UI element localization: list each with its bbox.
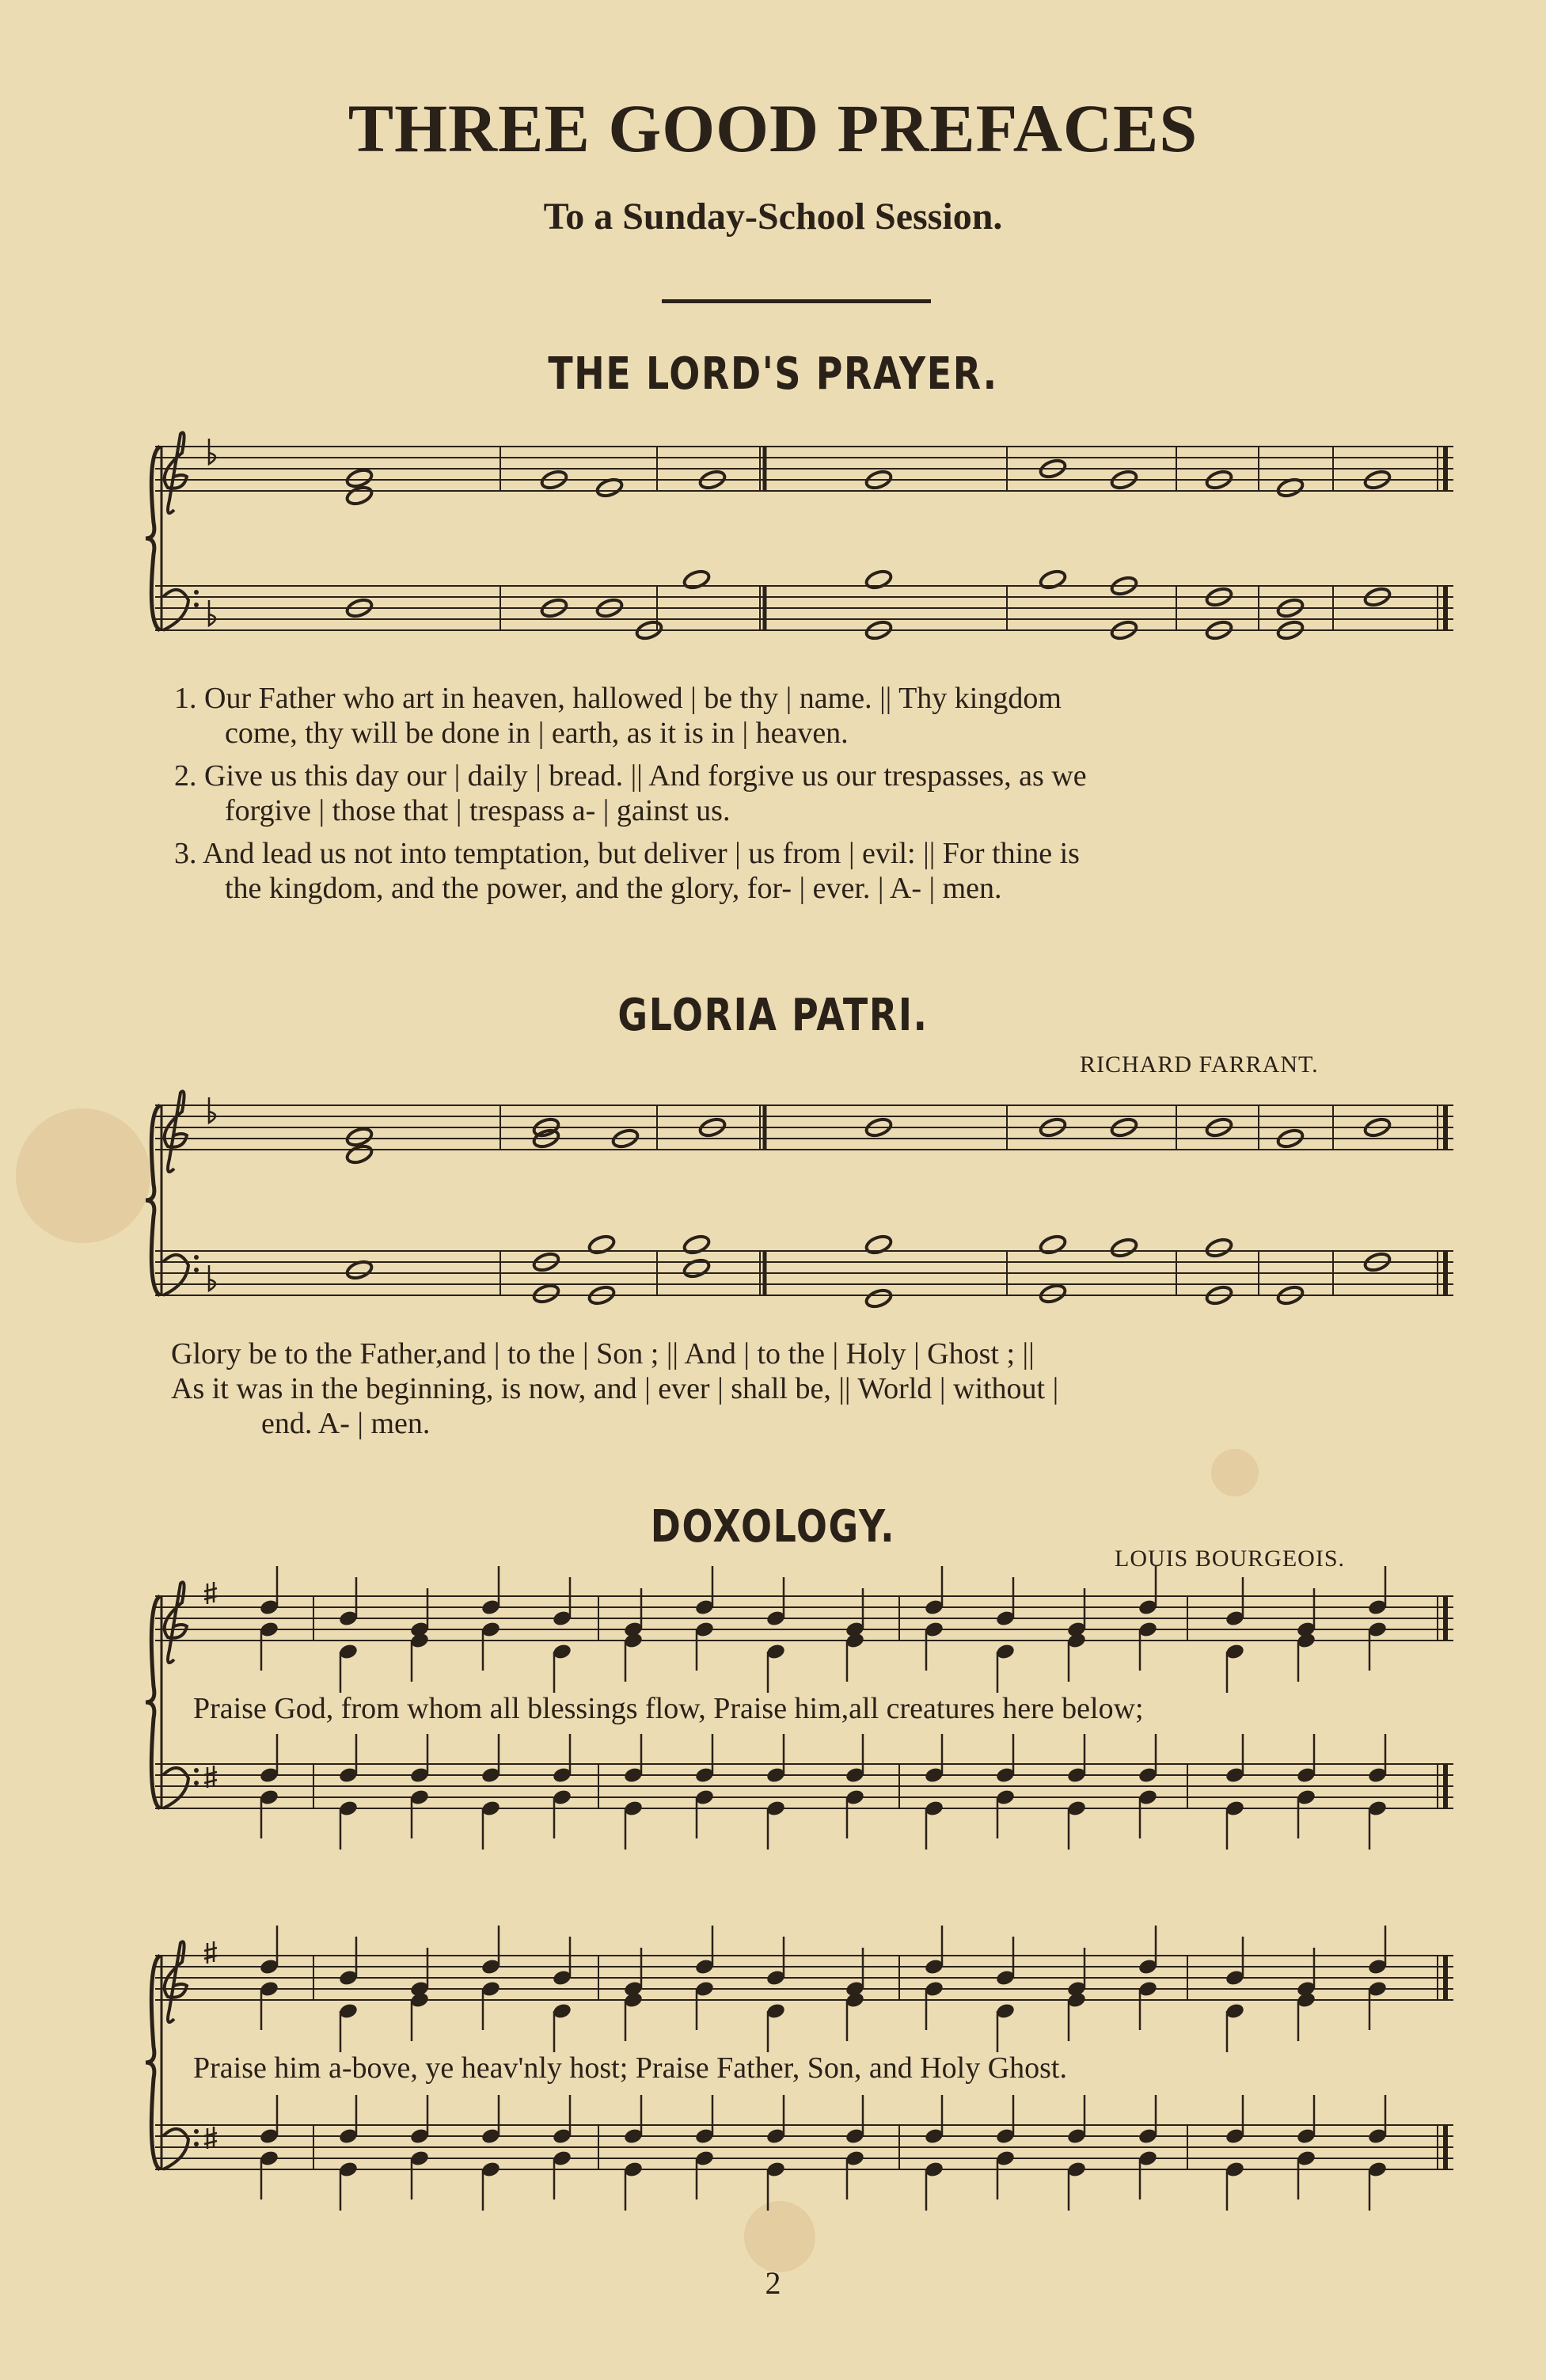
half-note: [1110, 1237, 1138, 1259]
sharp-sign: [204, 1766, 217, 1788]
verse-line: And lead us not into temptation, but deliver | us from | evil: || For thine is: [202, 837, 1080, 870]
system-brace: [146, 1956, 160, 2169]
gloria-line-1: Glory be to the Father,and | to the | Son ; || And | to the | Holy | Ghost ; ||: [171, 1337, 1035, 1371]
bass-clef: [163, 1255, 188, 1295]
system-brace: [146, 447, 160, 630]
half-note: [864, 1234, 893, 1256]
gloria-line-3: end. A- | men.: [261, 1407, 431, 1440]
clef-dot: [194, 1268, 199, 1272]
half-note: [1205, 1237, 1233, 1259]
clef-dot: [194, 1781, 199, 1785]
lords-prayer-title: THE LORD'S PRAYER.: [548, 348, 998, 400]
gloria-composer: RICHARD FARRANT.: [1080, 1051, 1319, 1078]
treble-clef: [165, 1091, 187, 1172]
half-note: [345, 1126, 374, 1148]
page-number: 2: [765, 2265, 781, 2301]
gloria-line-2: As it was in the beginning, is now, and | ever | shall be, || World | without |: [171, 1372, 1059, 1405]
half-note: [345, 1143, 374, 1165]
treble-clef: [165, 1582, 187, 1663]
half-note: [345, 485, 374, 507]
bass-clef: [163, 2129, 188, 2169]
verse-line: come, thy will be done in | earth, as it is in | heaven.: [225, 717, 849, 750]
verse-number: 2.: [174, 759, 197, 793]
verse-line: the kingdom, and the power, and the glory, for- | ever. | A- | men.: [225, 872, 1002, 905]
doxology-lyric-1: Praise God, from whom all blessings flow, Praise him,all creatures here below;: [193, 1692, 1144, 1725]
treble-clef: [165, 432, 187, 513]
clef-dot: [194, 590, 199, 595]
flat-sign: [209, 439, 215, 464]
bass-clef: [163, 1768, 188, 1808]
sharp-sign: [204, 1582, 217, 1604]
verse-line: forgive | those that | trespass a- | gainst us.: [225, 794, 731, 827]
clef-dot: [194, 2129, 199, 2134]
doxology-lyric-2: Praise him a-bove, ye heav'nly host; Praise Father, Son, and Holy Ghost.: [193, 2051, 1067, 2085]
sharp-sign: [204, 2127, 217, 2149]
lords-prayer-verse-3: [174, 836, 1080, 906]
gloria-patri-title: GLORIA PATRI.: [617, 990, 929, 1041]
lords-prayer-verse-2: [174, 758, 1087, 828]
page-title: THREE GOOD PREFACES: [348, 90, 1198, 166]
half-note: [864, 1287, 893, 1310]
system-brace: [146, 1105, 160, 1295]
system-brace: [146, 1596, 160, 1808]
clef-dot: [194, 1255, 199, 1260]
clef-dot: [194, 1768, 199, 1773]
half-note: [587, 1234, 616, 1256]
flat-sign: [209, 1097, 215, 1123]
half-note: [1039, 1234, 1067, 1256]
flat-sign: [209, 1265, 215, 1291]
half-note: [682, 1257, 711, 1279]
clef-dot: [194, 2142, 199, 2146]
page-subtitle: To a Sunday-School Session.: [543, 196, 1003, 238]
half-note: [864, 568, 893, 591]
half-note: [1039, 568, 1067, 591]
clef-dot: [194, 603, 199, 607]
bass-clef: [163, 590, 188, 630]
verse-line: Give us this day our | daily | bread. || And forgive us our trespasses, as we: [204, 759, 1087, 793]
verse-number: 3.: [174, 837, 197, 870]
verse-number: 1.: [174, 682, 197, 715]
half-note: [682, 568, 711, 591]
treble-clef: [165, 1941, 187, 2022]
sharp-sign: [204, 1941, 217, 1964]
flat-sign: [209, 600, 215, 625]
doxology-composer: LOUIS BOURGEOIS.: [1115, 1545, 1346, 1572]
verse-line: Our Father who art in heaven, hallowed | be thy | name. || Thy kingdom: [204, 682, 1062, 715]
lords-prayer-verse-1: [174, 681, 1062, 751]
half-note: [1039, 1283, 1067, 1305]
half-note: [532, 1283, 560, 1305]
half-note: [682, 1234, 711, 1256]
doxology-title: DOXOLOGY.: [650, 1501, 896, 1553]
half-note: [345, 467, 374, 489]
